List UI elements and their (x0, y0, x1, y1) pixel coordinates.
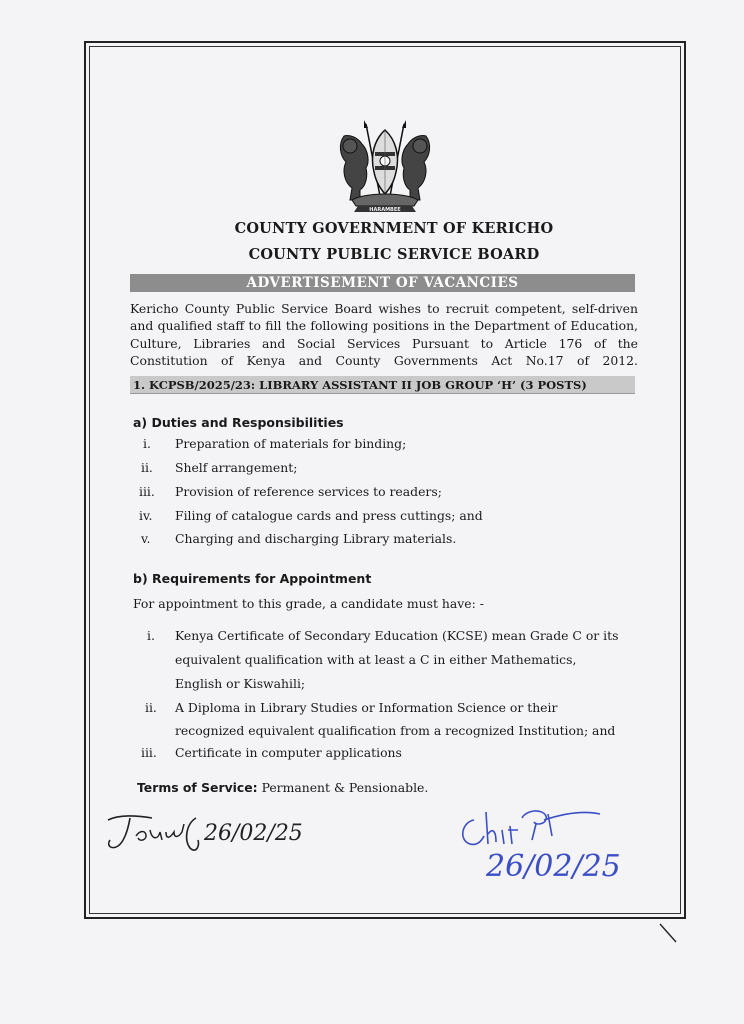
terms-value: Permanent & Pensionable. (261, 780, 429, 795)
list-number: iv. (139, 508, 153, 523)
list-number: ii. (141, 460, 153, 475)
list-number: i. (143, 436, 151, 451)
left-signature (100, 806, 320, 862)
list-number: v. (141, 531, 151, 546)
requirements-intro: For appointment to this grade, a candidate must have: - (133, 596, 484, 611)
list-number: iii. (139, 484, 155, 499)
list-number: iii. (141, 745, 157, 760)
list-text: Provision of reference services to readers; (175, 484, 442, 499)
job-title-bar: 1. KCPSB/2025/23: LIBRARY ASSISTANT II JOB GROUP ‘H’ (3 POSTS) (130, 376, 635, 394)
advertisement-banner: ADVERTISEMENT OF VACANCIES (130, 274, 635, 292)
duties-section-title: a) Duties and Responsibilities (133, 415, 344, 430)
county-government-heading: COUNTY GOVERNMENT OF KERICHO (234, 220, 554, 237)
right-signature-date: 26/02/25 (486, 849, 621, 884)
coat-of-arms-emblem (330, 116, 440, 216)
public-service-board-heading: COUNTY PUBLIC SERVICE BOARD (248, 246, 540, 263)
list-text-line: English or Kiswahili; (175, 676, 306, 691)
list-text-line: equivalent qualification with at least a C in either Mathematics, (175, 652, 577, 667)
emblem-motto: HARAMBEE (369, 207, 401, 213)
list-text: Shelf arrangement; (175, 460, 298, 475)
pen-mark (656, 920, 682, 946)
list-text: Preparation of materials for binding; (175, 436, 407, 451)
list-text-line: Kenya Certificate of Secondary Education (KCSE) mean Grade C or its (175, 628, 619, 643)
left-signature-date: 26/02/25 (204, 821, 303, 846)
list-number: ii. (145, 700, 157, 715)
terms-of-service (137, 780, 428, 795)
list-text-line: recognized equivalent qualification from a recognized Institution; and (175, 723, 616, 738)
list-text-line: A Diploma in Library Studies or Information Science or their (175, 700, 558, 715)
intro-paragraph: Kericho County Public Service Board wishes to recruit competent, self-driven and qualified staff to fill the following positions in the Department of Education, Culture, Libraries and Social Services Pursuant to Article 176 of the Constitution of Kenya and County Governments Act No.17 of 2012. (130, 301, 638, 369)
terms-label: Terms of Service: (137, 780, 258, 795)
right-signature (452, 800, 632, 890)
requirements-section-title: b) Requirements for Appointment (133, 571, 372, 586)
list-text: Charging and discharging Library materials. (175, 531, 457, 546)
list-text: Filing of catalogue cards and press cuttings; and (175, 508, 483, 523)
list-text-line: Certificate in computer applications (175, 745, 402, 760)
list-number: i. (147, 628, 155, 643)
